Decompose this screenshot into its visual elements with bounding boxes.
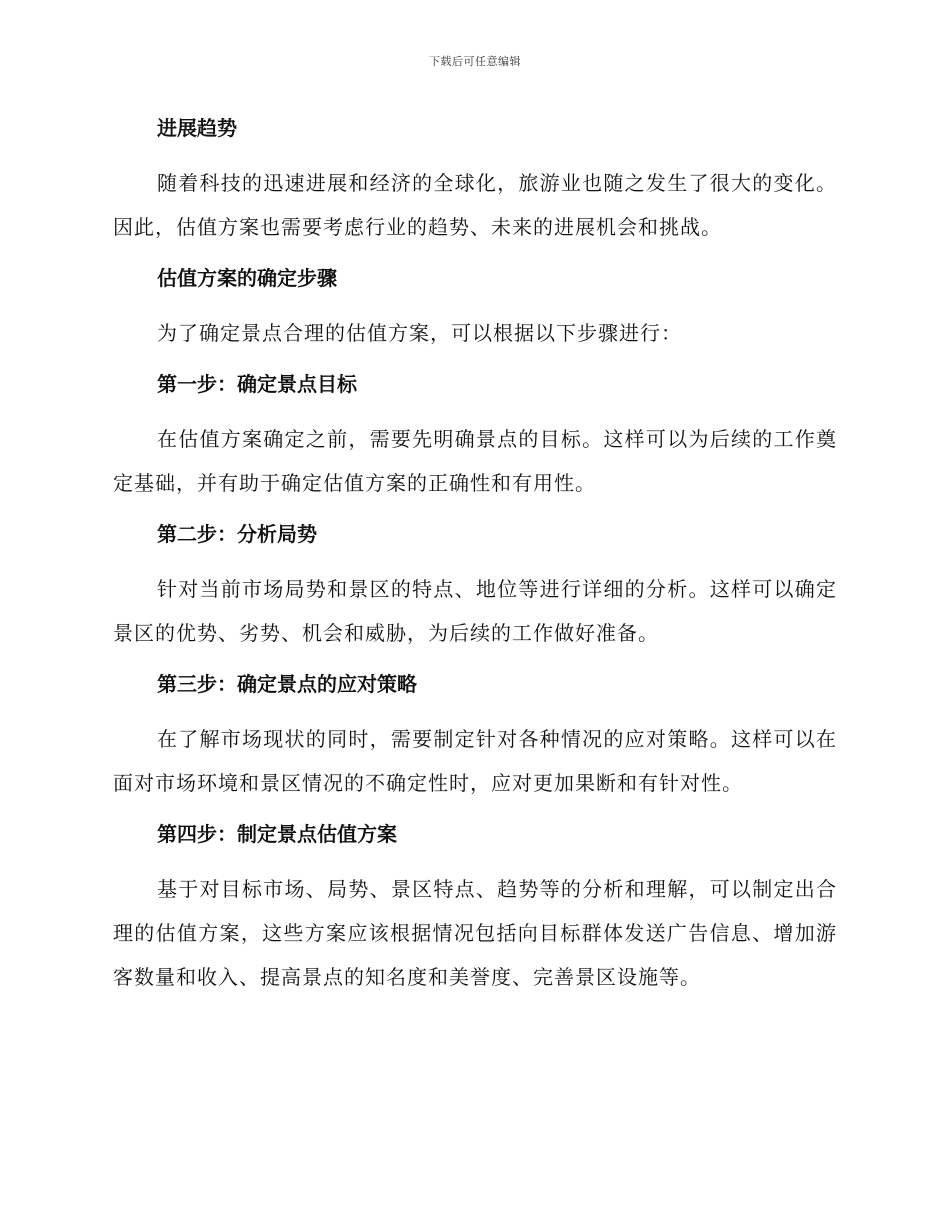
section-heading: 第一步：确定景点目标 [157, 372, 357, 396]
section-heading: 第二步：分析局势 [157, 522, 317, 546]
document-body [113, 108, 837, 1008]
section-paragraph: 针对当前市场局势和景区的特点、地位等进行详细的分析。这样可以确定景区的优势、劣势、机会和威胁，为后续的工作做好准备。 [113, 577, 837, 645]
section-paragraph: 随着科技的迅速进展和经济的全球化，旅游业也随之发生了很大的变化。因此，估值方案也需要考虑行业的趋势、未来的进展机会和挑战。 [113, 171, 837, 239]
section-heading: 进展趋势 [157, 116, 237, 140]
section-heading: 第四步：制定景点估值方案 [157, 822, 397, 846]
section-paragraph: 在估值方案确定之前，需要先明确景点的目标。这样可以为后续的工作奠定基础，并有助于确定估值方案的正确性和有用性。 [113, 427, 837, 495]
section-heading: 估值方案的确定步骤 [157, 266, 337, 290]
section-paragraph: 为了确定景点合理的估值方案，可以根据以下步骤进行： [157, 321, 682, 345]
section-heading: 第三步：确定景点的应对策略 [157, 672, 417, 696]
section-paragraph: 基于对目标市场、局势、景区特点、趋势等的分析和理解，可以制定出合理的估值方案，这些方案应该根据情况包括向目标群体发送广告信息、增加游客数量和收入、提高景点的知名度和美誉度、完善景区设施等。 [113, 877, 837, 989]
page-header: 下载后可任意编辑 [429, 55, 521, 68]
section-paragraph: 在了解市场现状的同时，需要制定针对各种情况的应对策略。这样可以在面对市场环境和景区情况的不确定性时，应对更加果断和有针对性。 [113, 727, 837, 795]
